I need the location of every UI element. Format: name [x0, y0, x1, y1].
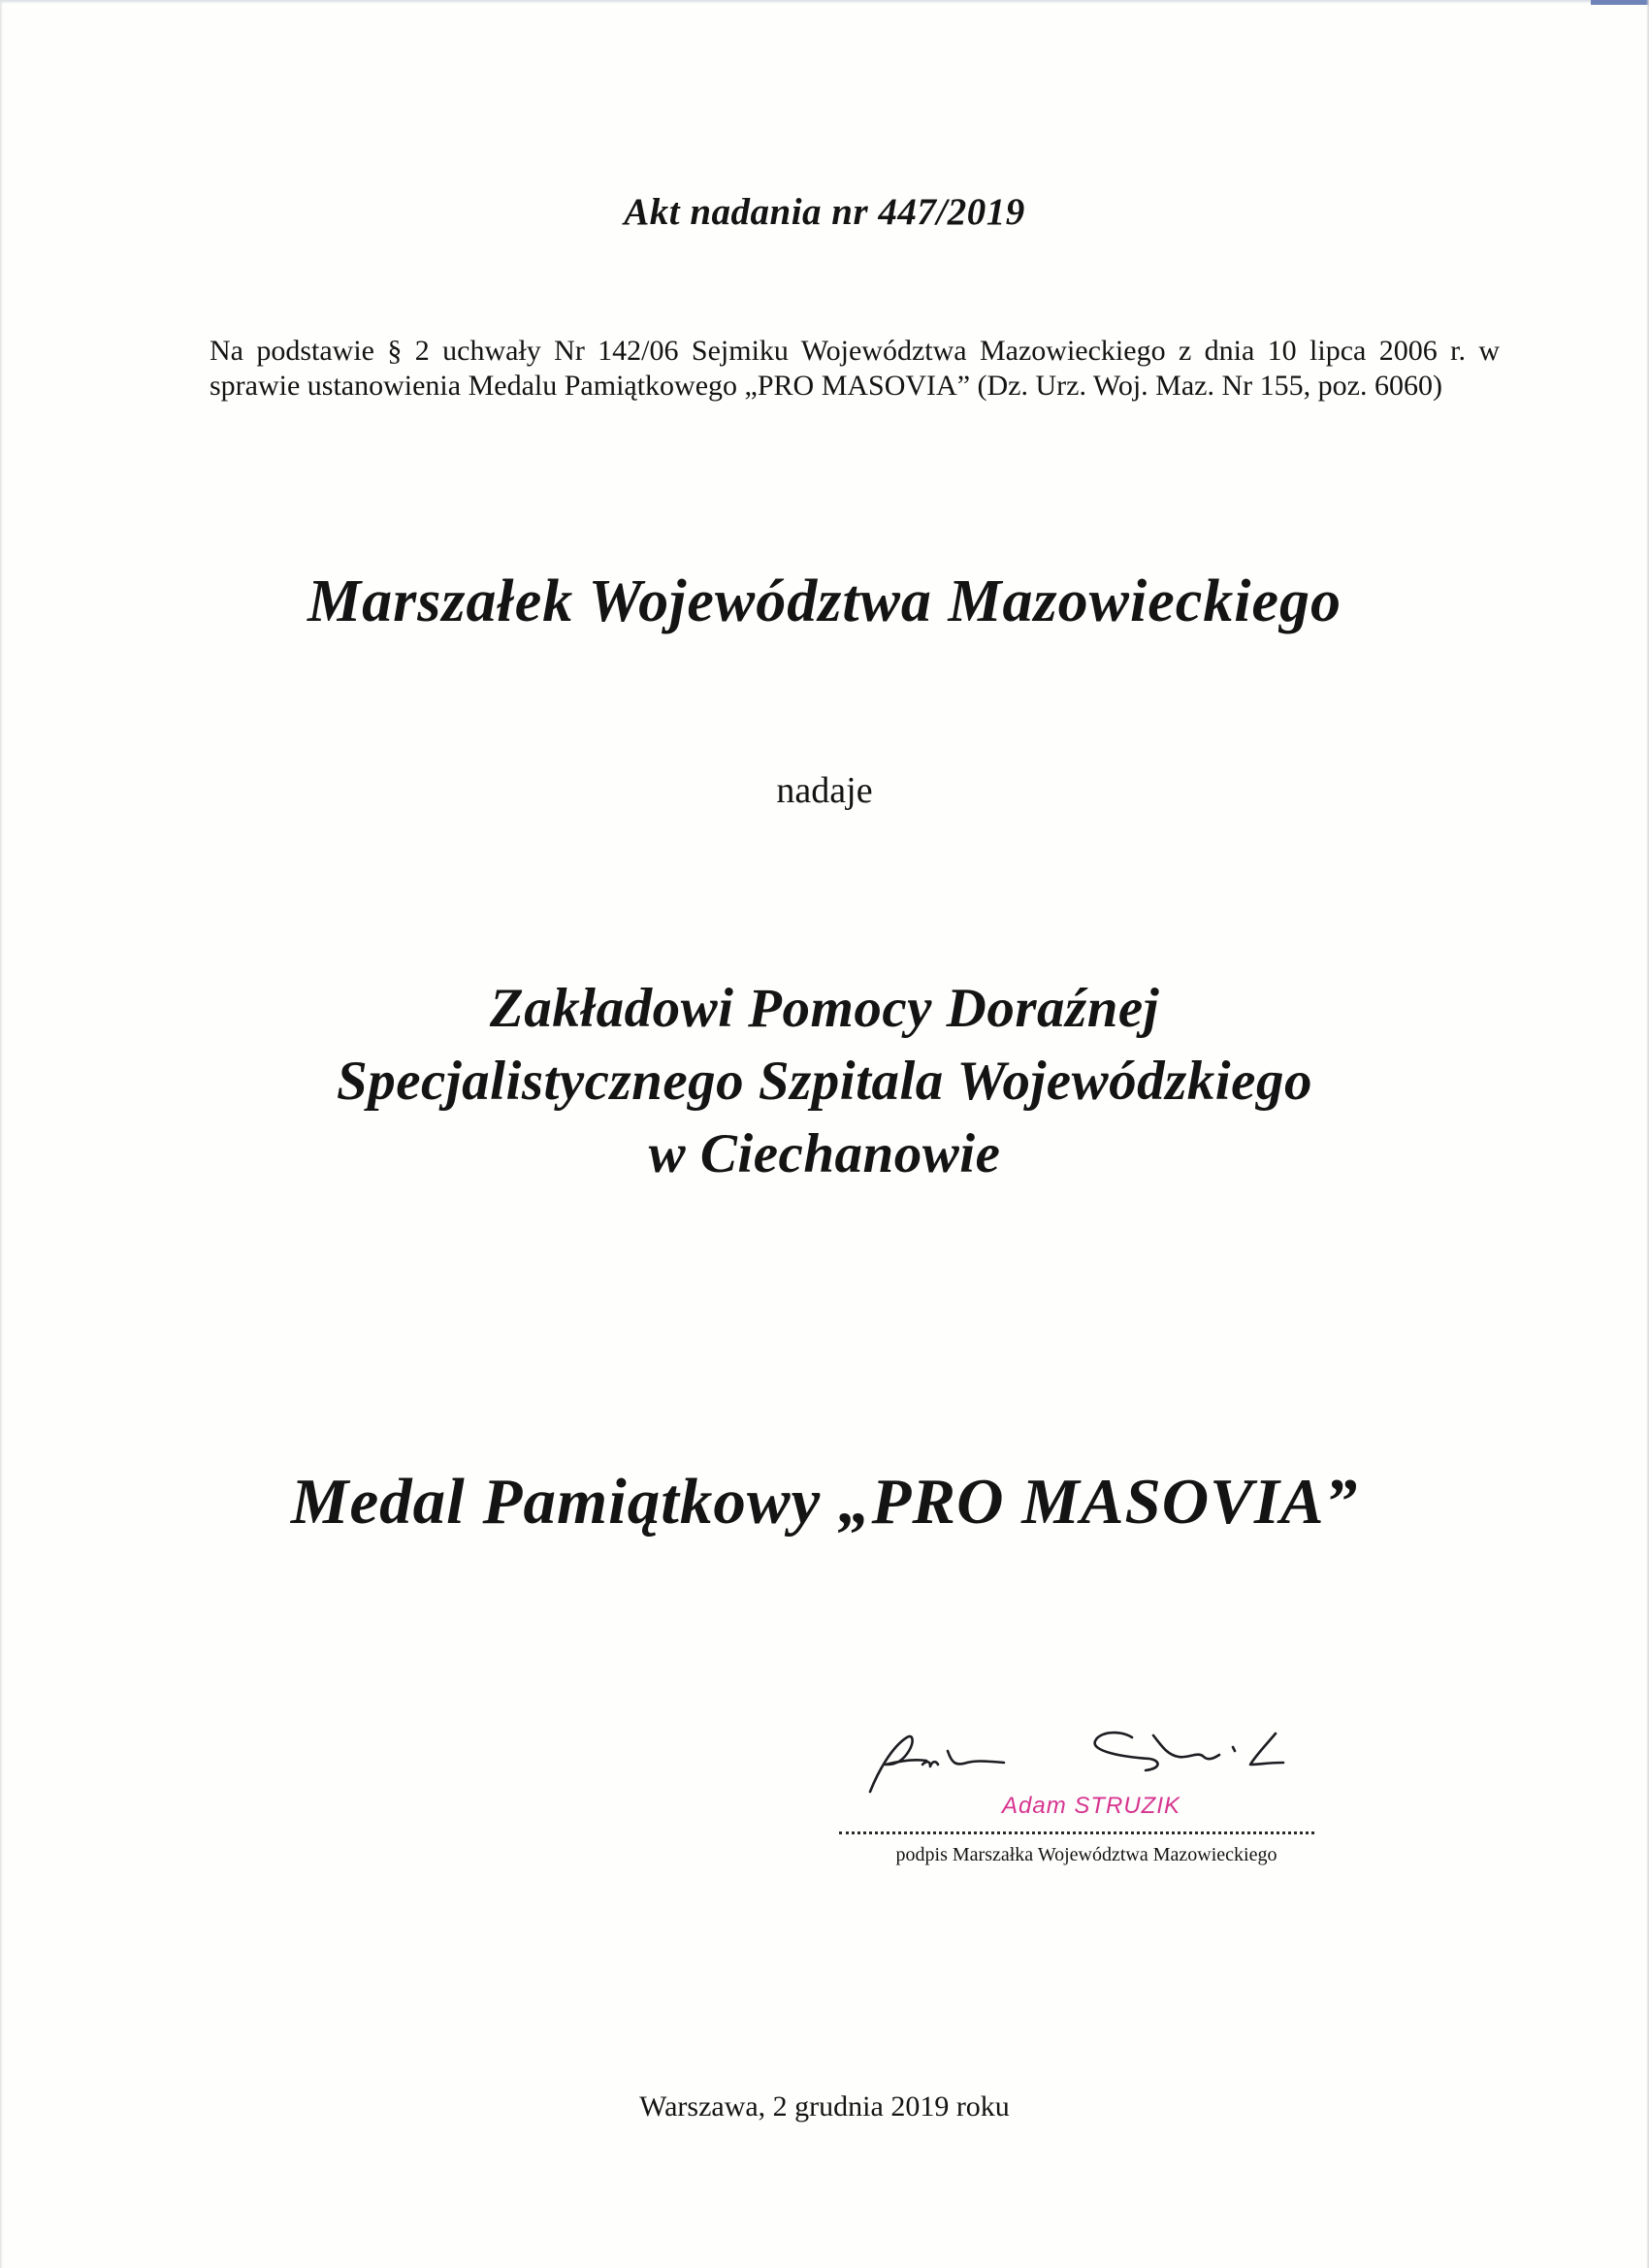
signature-block	[839, 1722, 1324, 1877]
legal-basis-paragraph: Na podstawie § 2 uchwały Nr 142/06 Sejmiku Województwa Mazowieckiego z dnia 10 lipca 2006 r. w sprawie ustanowienia Medalu Pamiątkowego „PRO MASOVIA” (Dz. Urz. Woj. Maz. Nr 155, poz. 6060)	[210, 335, 1500, 402]
award-name: Medal Pamiątkowy „PRO MASOVIA”	[290, 1466, 1359, 1538]
scan-edge-top	[0, 0, 1649, 4]
recipient-name	[0, 972, 1649, 1190]
recipient-line-1: Zakładowi Pomocy Doraźnej	[489, 978, 1160, 1039]
grants-word: nadaje	[776, 770, 873, 811]
signature-line	[839, 1831, 1314, 1834]
granting-authority: Marszałek Województwa Mazowieckiego	[307, 568, 1342, 634]
recipient-line-2: Specjalistycznego Szpitala Wojewódzkiego	[337, 1051, 1312, 1112]
signature-caption: podpis Marszałka Województwa Mazowieckiego	[895, 1844, 1277, 1865]
act-title: Akt nadania nr 447/2019	[624, 191, 1025, 233]
place-and-date: Warszawa, 2 grudnia 2019 roku	[639, 2090, 1010, 2122]
signer-name-stamp: Adam STRUZIK	[1001, 1793, 1181, 1819]
scan-edge-corner	[1591, 0, 1649, 5]
recipient-line-3: w Ciechanowie	[648, 1123, 1001, 1184]
